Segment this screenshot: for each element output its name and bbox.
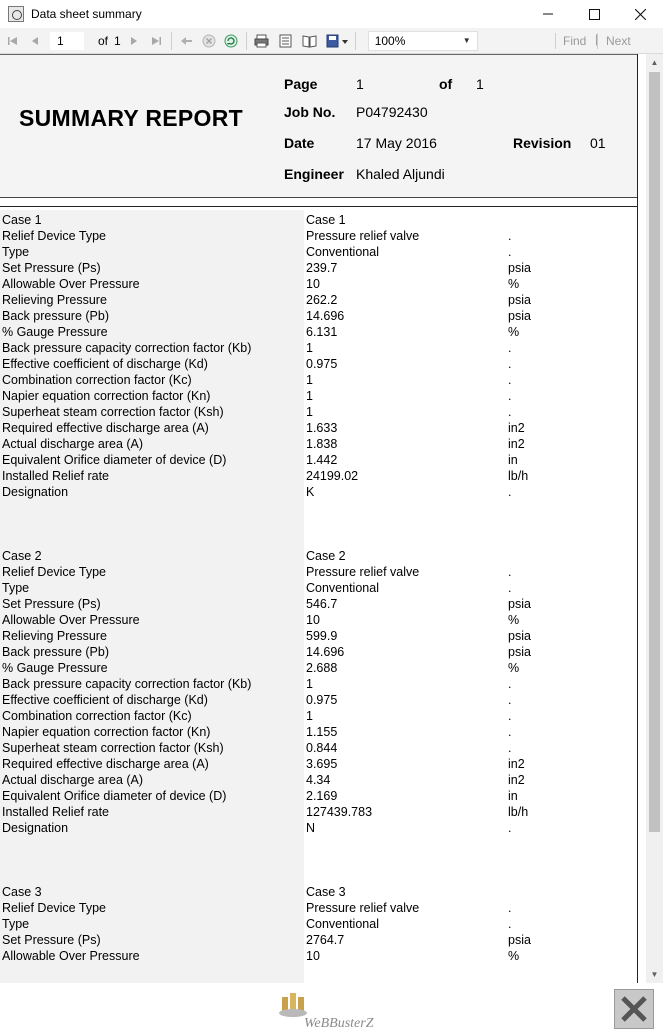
case-row-unit: . — [508, 821, 512, 835]
case-row-value: Conventional — [306, 245, 379, 259]
case-row-value: 6.131 — [306, 325, 338, 339]
case-row-value: 546.7 — [306, 597, 338, 611]
case-row-unit: . — [508, 709, 512, 723]
case-row-value: 4.34 — [306, 773, 331, 787]
case-row-value: 14.696 — [306, 645, 345, 659]
minimize-icon[interactable] — [525, 0, 571, 28]
app-icon — [8, 6, 24, 22]
scroll-up-icon[interactable]: ▲ — [650, 58, 659, 67]
page-number-input[interactable] — [50, 32, 84, 50]
case-row-value: 2764.7 — [306, 933, 345, 947]
find-button[interactable]: Find — [563, 34, 587, 48]
case-row-value: 3.695 — [306, 757, 338, 771]
next-page-icon[interactable] — [125, 32, 143, 50]
revision-value: 01 — [590, 135, 606, 151]
case-row-value: 10 — [306, 277, 320, 291]
date-value: 17 May 2016 — [356, 135, 437, 151]
case-row-value: 1.155 — [306, 725, 338, 739]
report-page — [0, 54, 638, 983]
back-icon[interactable] — [178, 32, 196, 50]
case-row-value: 239.7 — [306, 261, 338, 275]
of-label: of — [98, 33, 109, 48]
print-layout-icon[interactable] — [277, 32, 295, 50]
case-row-value: 1.442 — [306, 453, 338, 467]
case-row-unit: % — [508, 661, 520, 675]
window-title: Data sheet summary — [31, 7, 142, 21]
case-row-unit: . — [508, 725, 512, 739]
case-row-unit: psia — [508, 293, 531, 307]
case-row-label: Allowable Over Pressure — [2, 613, 140, 627]
zoom-value: 100% — [374, 33, 406, 48]
svg-text:WeBBusterZ: WeBBusterZ — [304, 1016, 374, 1031]
case-row-value: 262.2 — [306, 293, 338, 307]
case-row-value: 10 — [306, 949, 320, 963]
date-label: Date — [284, 135, 315, 151]
case-row-value: Conventional — [306, 917, 379, 931]
case-row-label: Effective coefficient of discharge (Kd) — [2, 357, 208, 371]
next-button[interactable]: Next — [606, 34, 631, 48]
refresh-icon[interactable] — [222, 32, 240, 50]
case-row-value: Case 1 — [306, 213, 346, 227]
case-row-label: Case 2 — [2, 549, 42, 563]
title-bar — [0, 0, 663, 28]
of-value: 1 — [476, 76, 484, 92]
case-row-unit: psia — [508, 597, 531, 611]
case-row-value: 1.633 — [306, 421, 338, 435]
case-row-label: Combination correction factor (Kc) — [2, 373, 192, 387]
report-toolbar — [0, 28, 663, 54]
case-row-unit: . — [508, 229, 512, 243]
zoom-select[interactable] — [368, 31, 478, 51]
case-row-unit: . — [508, 677, 512, 691]
report-header — [0, 54, 637, 198]
case-row-label: Relief Device Type — [2, 229, 106, 243]
engineer-value: Khaled Aljundi — [356, 166, 445, 182]
toolbar-divider — [246, 32, 247, 50]
case-row-value: Conventional — [306, 581, 379, 595]
case-row-unit: lb/h — [508, 805, 529, 819]
case-row-label: Case 3 — [2, 885, 42, 899]
case-row-label: Relief Device Type — [2, 565, 106, 579]
case-row-unit: psia — [508, 309, 531, 323]
page-value: 1 — [356, 76, 364, 92]
case-row-label: Effective coefficient of discharge (Kd) — [2, 693, 208, 707]
print-icon[interactable] — [253, 32, 271, 50]
case-row-label: Relief Device Type — [2, 901, 106, 915]
case-row-label: Actual discharge area (A) — [2, 773, 144, 787]
of-label: of — [439, 76, 453, 92]
webbusterz-watermark-logo — [278, 987, 388, 1033]
case-row-label: Set Pressure (Ps) — [2, 933, 101, 947]
case-row-value: 24199.02 — [306, 469, 359, 483]
report-title: SUMMARY REPORT — [19, 105, 243, 131]
case-row-value: 2.169 — [306, 789, 338, 803]
case-row-label: Back pressure capacity correction factor (Kb) — [2, 341, 252, 355]
case-row-unit: % — [508, 613, 520, 627]
last-page-icon[interactable] — [147, 32, 165, 50]
case-row-label: Case 1 — [2, 213, 42, 227]
case-row-value: N — [306, 821, 316, 835]
case-row-unit: % — [508, 325, 520, 339]
case-row-value: Case 3 — [306, 885, 346, 899]
case-row-unit: . — [508, 357, 512, 371]
case-row-label: Type — [2, 917, 30, 931]
case-row-unit: psia — [508, 933, 531, 947]
report-viewer[interactable] — [0, 54, 663, 983]
case-row-value: 1 — [306, 405, 313, 419]
case-row-unit: . — [508, 405, 512, 419]
case-row-value: Pressure relief valve — [306, 229, 420, 243]
case-row-unit: in2 — [508, 757, 525, 771]
case-row-label: Type — [2, 581, 30, 595]
case-row-value: 10 — [306, 613, 320, 627]
job-number-value: P04792430 — [356, 104, 428, 120]
case-row-value: 1 — [306, 677, 313, 691]
case-row-label: Designation — [2, 485, 69, 499]
case-row-unit: . — [508, 917, 512, 931]
vertical-scrollbar[interactable] — [646, 54, 663, 983]
case-row-unit: % — [508, 949, 520, 963]
close-icon[interactable] — [614, 989, 654, 1029]
case-row-label: Type — [2, 245, 30, 259]
case-row-unit: . — [508, 373, 512, 387]
case-row-label: Back pressure capacity correction factor (Kb) — [2, 677, 252, 691]
case-row-unit: psia — [508, 261, 531, 275]
case-row-value: K — [306, 485, 315, 499]
case-row-label: Allowable Over Pressure — [2, 277, 140, 291]
case-row-unit: . — [508, 341, 512, 355]
case-row-label: Relieving Pressure — [2, 629, 107, 643]
case-row-unit: lb/h — [508, 469, 529, 483]
case-row-value: 127439.783 — [306, 805, 373, 819]
case-row-label: Installed Relief rate — [2, 805, 110, 819]
toolbar-divider — [171, 32, 172, 50]
case-row-label: Combination correction factor (Kc) — [2, 709, 192, 723]
page-setup-icon[interactable] — [301, 32, 319, 50]
case-row-label: Required effective discharge area (A) — [2, 421, 209, 435]
case-row-value: 1 — [306, 341, 313, 355]
case-row-value: 0.844 — [306, 741, 338, 755]
case-row-unit: in2 — [508, 773, 525, 787]
case-row-label: Installed Relief rate — [2, 469, 110, 483]
case-row-unit: . — [508, 565, 512, 579]
revision-label: Revision — [513, 135, 572, 151]
case-row-label: % Gauge Pressure — [2, 661, 108, 675]
case-row-value: Pressure relief valve — [306, 901, 420, 915]
case-row-unit: % — [508, 277, 520, 291]
first-page-icon[interactable] — [4, 32, 22, 50]
case-row-unit: in — [508, 789, 518, 803]
case-row-value: 1 — [306, 373, 313, 387]
header-divider — [0, 206, 637, 207]
case-row-label: Relieving Pressure — [2, 293, 107, 307]
case-row-label: Equivalent Orifice diameter of device (D) — [2, 453, 227, 467]
case-row-label: Superheat steam correction factor (Ksh) — [2, 741, 224, 755]
case-row-unit: . — [508, 581, 512, 595]
case-row-label: Allowable Over Pressure — [2, 949, 140, 963]
case-row-value: Pressure relief valve — [306, 565, 420, 579]
case-row-unit: psia — [508, 645, 531, 659]
separator-glyph: | — [595, 32, 599, 46]
maximize-icon[interactable] — [571, 0, 617, 28]
case-row-value: 1 — [306, 709, 313, 723]
export-icon[interactable] — [325, 32, 349, 50]
case-row-label: Back pressure (Pb) — [2, 645, 109, 659]
case-row-unit: in2 — [508, 421, 525, 435]
case-row-unit: . — [508, 389, 512, 403]
case-row-label: % Gauge Pressure — [2, 325, 108, 339]
toolbar-divider — [355, 32, 356, 50]
case-row-unit: . — [508, 693, 512, 707]
previous-page-icon[interactable] — [26, 32, 44, 50]
total-pages: 1 — [114, 33, 121, 48]
case-row-label: Napier equation correction factor (Kn) — [2, 725, 211, 739]
toolbar-divider — [555, 33, 556, 49]
case-row-label: Designation — [2, 821, 69, 835]
case-row-unit: . — [508, 485, 512, 499]
case-row-value: 14.696 — [306, 309, 345, 323]
case-row-label: Equivalent Orifice diameter of device (D) — [2, 789, 227, 803]
case-row-label: Set Pressure (Ps) — [2, 261, 101, 275]
case-row-value: 0.975 — [306, 357, 338, 371]
close-icon[interactable] — [617, 0, 663, 28]
case-row-value: 2.688 — [306, 661, 338, 675]
find-next-separator — [597, 33, 598, 49]
case-row-value: 599.9 — [306, 629, 338, 643]
case-row-unit: . — [508, 741, 512, 755]
case-row-value: 1.838 — [306, 437, 338, 451]
case-row-unit: in2 — [508, 437, 525, 451]
case-row-label: Set Pressure (Ps) — [2, 597, 101, 611]
case-row-label: Actual discharge area (A) — [2, 437, 144, 451]
case-row-label: Back pressure (Pb) — [2, 309, 109, 323]
scrollbar-thumb[interactable] — [649, 72, 660, 832]
case-row-unit: . — [508, 245, 512, 259]
window-controls — [525, 0, 663, 28]
case-row-label: Napier equation correction factor (Kn) — [2, 389, 211, 403]
page-label: Page — [284, 76, 318, 92]
stop-icon[interactable] — [200, 32, 218, 50]
engineer-label: Engineer — [284, 166, 344, 182]
footer — [0, 983, 663, 1036]
case-row-value: Case 2 — [306, 549, 346, 563]
case-row-value: 1 — [306, 389, 313, 403]
scroll-down-icon[interactable]: ▼ — [650, 970, 659, 979]
case-row-value: 0.975 — [306, 693, 338, 707]
case-row-unit: in — [508, 453, 518, 467]
case-row-unit: psia — [508, 629, 531, 643]
case-row-label: Superheat steam correction factor (Ksh) — [2, 405, 224, 419]
case-row-unit: . — [508, 901, 512, 915]
case-row-label: Required effective discharge area (A) — [2, 757, 209, 771]
chevron-down-icon: ▼ — [462, 36, 471, 45]
job-number-label: Job No. — [284, 104, 336, 120]
